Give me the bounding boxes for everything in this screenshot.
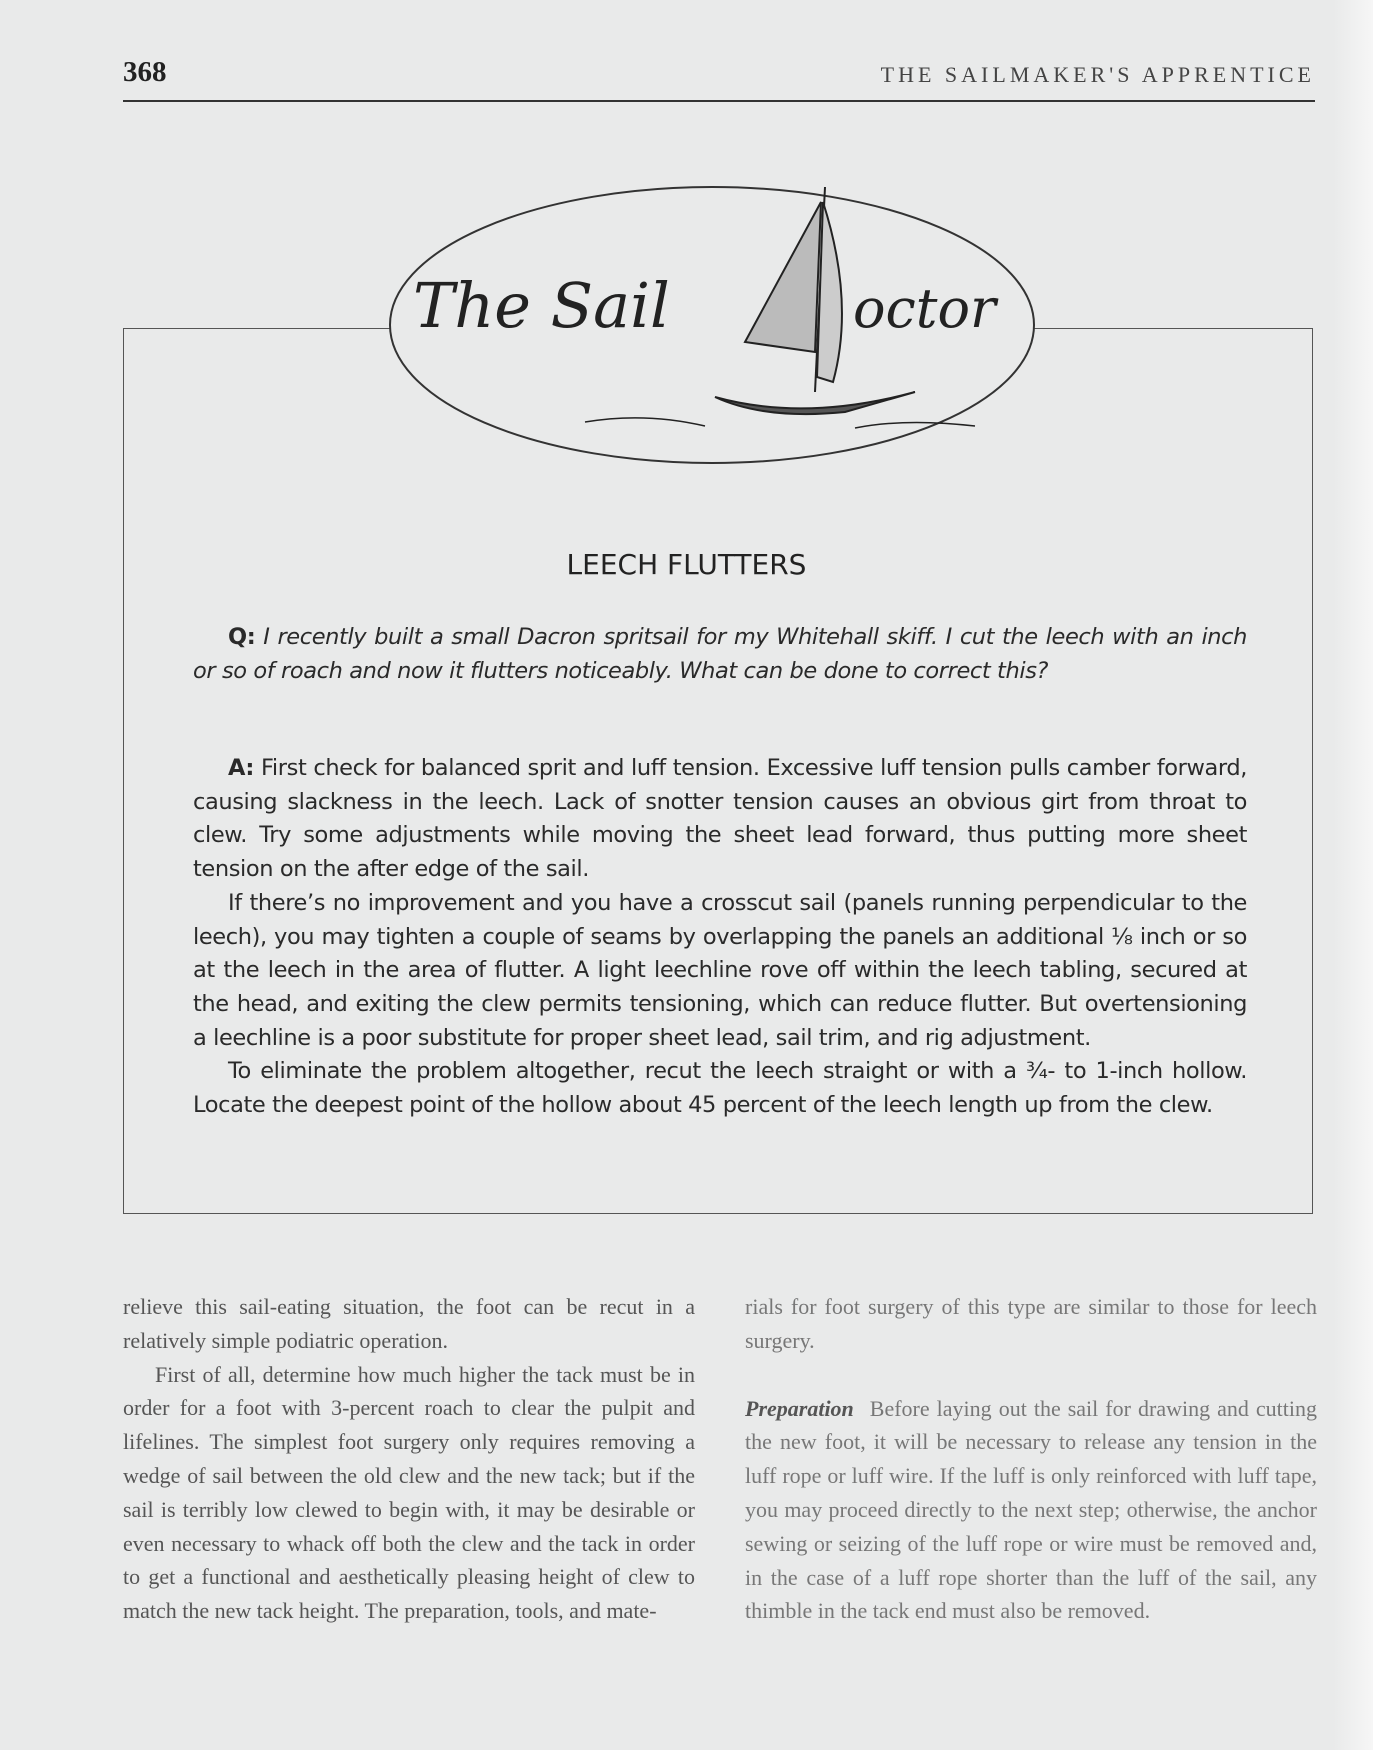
right-column: [745, 1290, 1317, 1628]
subheading-preparation: Preparation: [745, 1395, 854, 1421]
header-rule: [123, 100, 1315, 102]
body-paragraph: First of all, determine how much higher the tack must be in order for a foot with 3-percent roach to clear the pulpit and lifelines. The simplest foot surgery only requires removing a wedge of sail between the old clew and the new tack; but if the sail is terribly low clewed to begin with, it may be desirable or even necessary to whack off both the clew and the tack in order to get a functional and aesthetically pleasing height of clew to match the new tack height. The preparation, tools, and mate-: [123, 1361, 695, 1624]
logo-text-right: octor: [853, 277, 996, 340]
question-label: Q:: [228, 624, 256, 650]
sail-doctor-logo: [385, 182, 1040, 467]
running-head: THE SAILMAKER'S APPRENTICE: [880, 62, 1315, 87]
body-paragraph: Before laying out the sail for drawing and cutting the new foot, it will be necessary to release any tension in the luff rope or luff wire. If the luff is only reinforced with luff tape, you may proceed directly to the next step; otherwise, the anchor sewing or seizing of the luff rope or wire must be removed and, in the case of a luff rope shorter than the luff of the sail, any thimble in the tack end must also be removed.: [745, 1395, 1317, 1624]
answer-label: A:: [228, 755, 255, 781]
body-paragraph: rials for foot surgery of this type are similar to those for leech surgery.: [745, 1294, 1317, 1353]
section-title: LEECH FLUTTERS: [566, 548, 807, 581]
body-paragraph: relieve this sail-eating situation, the foot can be recut in a relatively simple podiatric operation.: [123, 1294, 695, 1353]
question-text: I recently built a small Dacron spritsail for my Whitehall skiff. I cut the leech with an inch or so of roach and now it flutters noticeably. What can be done to correct this?: [193, 624, 1247, 684]
page-edge-shadow: [1333, 0, 1373, 1750]
left-column: [123, 1290, 695, 1628]
question: [193, 621, 1247, 688]
answer-paragraph: If there’s no improvement and you have a crosscut sail (panels running perpendicular to the leech), you may tighten a couple of seams by overlapping the panels an additional ⅛ inch or so at the leech in the area of flutter. A light leechline rove off within the leech tabling, secured at the head, and exiting the clew permits tensioning, which can reduce flutter. But overtensioning a leechline is a poor substitute for proper sheet lead, sail trim, and rig adjustment.: [193, 889, 1247, 1051]
answer-paragraph: To eliminate the problem altogether, recut the leech straight or with a ¾- to 1-inch hollow. Locate the deepest point of the hollow about 45 percent of the leech length up from the clew.: [193, 1058, 1247, 1119]
answer: [193, 752, 1247, 1123]
answer-paragraph: First check for balanced sprit and luff tension. Excessive luff tension pulls camber forward, causing slackness in the leech. Lack of snotter tension causes an obvious girt from throat to clew. Try some adjustments while moving the sheet lead forward, thus putting more sheet tension on the after edge of the sail.: [193, 755, 1247, 883]
page-number: 368: [123, 56, 167, 88]
logo-text-left: The Sail: [413, 269, 670, 342]
